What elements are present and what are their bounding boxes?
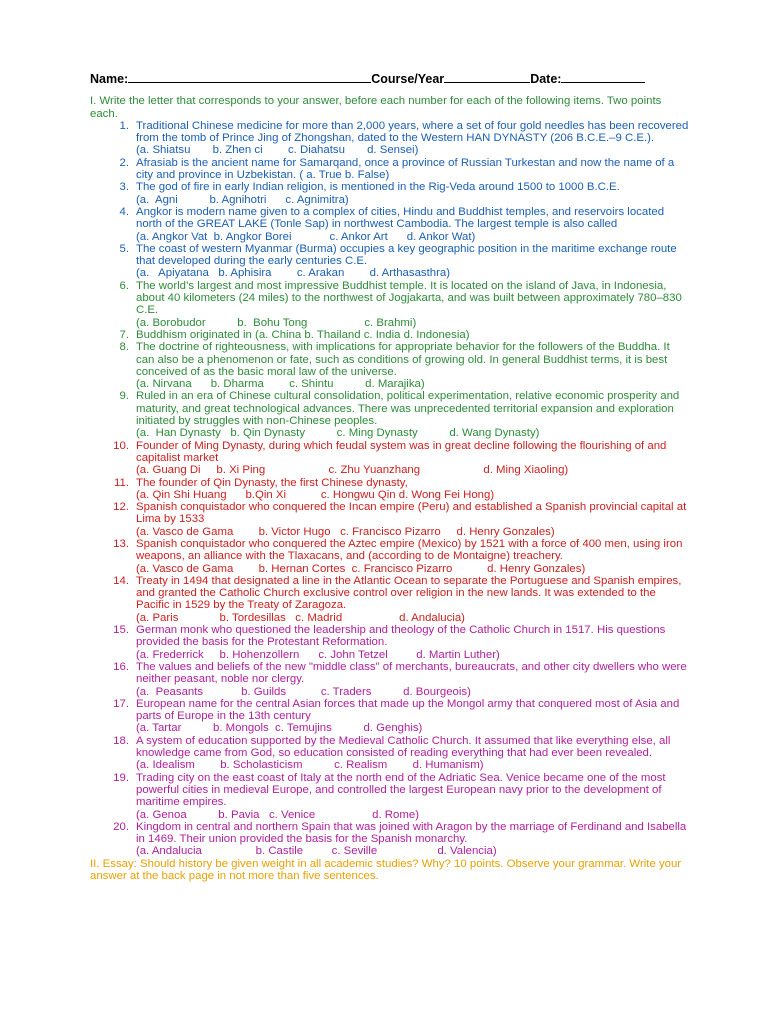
question-text: Kingdom in central and northern Spain that was joined with Aragon by the marriage of Ferdinand and Isabella in 1469. Their union provided the basis for the Spanish monarchy. bbox=[136, 820, 687, 846]
question-item bbox=[90, 329, 690, 341]
name-blank bbox=[128, 72, 371, 83]
question-number: 11. bbox=[114, 476, 129, 489]
question-item bbox=[90, 698, 690, 735]
question-item bbox=[90, 575, 690, 624]
question-number: 3. bbox=[119, 181, 129, 194]
essay-prompt: II. Essay: Should history be given weight in all academic studies? Why? 10 points. Observe your grammar. Write your answer at the back page in not more than five sentences. bbox=[90, 857, 682, 882]
question-text: European name for the central Asian forces that made up the Mongol army that conquered most of Asia and parts of Europe in the 13th century bbox=[136, 697, 680, 723]
question-number: 20. bbox=[113, 820, 129, 833]
answer-options: (a. Qin Shi Huang b.Qin Xi c. Hongwu Qin d. Wong Fei Hong) bbox=[136, 488, 495, 501]
answer-options: (a. Peasants b. Guilds c. Traders d. Bourgeois) bbox=[136, 685, 471, 698]
question-item bbox=[90, 390, 690, 439]
question-number: 8. bbox=[119, 341, 129, 354]
question-text: The founder of Qin Dynasty, the first Chinese dynasty, bbox=[136, 476, 408, 489]
question-text: Treaty in 1494 that designated a line in the Atlantic Ocean to separate the Portuguese and Spanish empires, and granted the Catholic Church exclusive control over religion in the new lands. It was extended to the Pacific in 1529 by the Treaty of Zaragoza. bbox=[136, 574, 682, 612]
question-number: 10. bbox=[113, 439, 129, 452]
question-item bbox=[90, 341, 690, 390]
question-item bbox=[90, 280, 690, 329]
question-number: 18. bbox=[113, 734, 129, 747]
question-number: 4. bbox=[119, 205, 129, 218]
header-line bbox=[90, 72, 690, 85]
question-number: 13. bbox=[113, 537, 129, 550]
answer-options: (a. Borobudor b. Bohu Tong c. Brahmi) bbox=[136, 316, 417, 329]
question-item bbox=[90, 206, 690, 243]
question-item bbox=[90, 181, 690, 206]
question-item bbox=[90, 157, 690, 182]
question-number: 2. bbox=[119, 156, 129, 169]
answer-options: (a. Shiatsu b. Zhen ci c. Diahatsu d. Sensei) bbox=[136, 144, 419, 157]
question-item bbox=[90, 501, 690, 538]
question-item bbox=[90, 120, 690, 157]
question-text: Ruled in an era of Chinese cultural consolidation, political experimentation, relative economic prosperity and maturity, and great technological advances. There was unprecedented territorial expansion and exploration initiated by struggles with non-Chinese peoples. bbox=[136, 390, 680, 428]
question-text: Angkor is modern name given to a complex of cities, Hindu and Buddhist temples, and reservoirs located north of the GREAT LAKE (Tonle Sap) in northwest Cambodia. The largest temple is also called bbox=[136, 205, 665, 231]
answer-options: (a. Tartar b. Mongols c. Temujins d. Genghis) bbox=[136, 722, 423, 735]
answer-options: (a. Frederrick b. Hohenzollern c. John Tetzel d. Martin Luther) bbox=[136, 648, 500, 661]
instructions: I. Write the letter that corresponds to your answer, before each number for each of the following items. Two points each. bbox=[90, 95, 662, 120]
answer-options: (a. Apiyatana b. Aphisira c. Arakan d. Arthasasthra) bbox=[136, 267, 451, 280]
question-number: 12. bbox=[113, 501, 129, 514]
question-text: The doctrine of righteousness, with implications for appropriate behavior for the followers of the Buddha. It can also be a phenomenon or fate, such as conditions of growing old. In general Buddhist terms, it is best conceived of as the basic moral law of the universe. bbox=[136, 341, 670, 378]
answer-options: (a. Agni b. Agnihotri c. Agnimitra) bbox=[136, 193, 349, 206]
question-item bbox=[90, 477, 690, 502]
answer-options: (a. Guang Di b. Xi Ping c. Zhu Yuanzhang d. Ming Xiaoling) bbox=[136, 464, 569, 477]
question-text: Buddhism originated in (a. China b. Thailand c. India d. Indonesia) bbox=[136, 328, 470, 341]
question-item bbox=[90, 661, 690, 698]
question-number: 17. bbox=[113, 697, 129, 710]
question-text: Trading city on the east coast of Italy at the north end of the Adriatic Sea. Venice became one of the most powerful cities in medieval Europe, and controlled the largest European navy prior to the development of maritime empires. bbox=[136, 771, 666, 809]
question-number: 1. bbox=[119, 119, 129, 132]
answer-options: (a. Genoa b. Pavia c. Venice d. Rome) bbox=[136, 808, 419, 821]
question-list bbox=[90, 120, 690, 858]
name-label: Name: bbox=[90, 72, 129, 86]
answer-options: (a. Han Dynasty b. Qin Dynasty c. Ming Dynasty d. Wang Dynasty) bbox=[136, 427, 540, 440]
date-label: Date: bbox=[530, 72, 562, 86]
question-number: 6. bbox=[119, 279, 129, 292]
question-text: Founder of Ming Dynasty, during which feudal system was in great decline following the flourishing of and capitalist market bbox=[136, 439, 667, 464]
answer-options: (a. Idealism b. Scholasticism c. Realism d. Humanism) bbox=[136, 759, 484, 772]
answer-options: (a. Vasco de Gama b. Hernan Cortes c. Francisco Pizarro d. Henry Gonzales) bbox=[136, 562, 586, 575]
question-item bbox=[90, 821, 690, 858]
course-label: Course/Year bbox=[371, 72, 445, 86]
question-item bbox=[90, 538, 690, 575]
question-text: A system of education supported by the Medieval Catholic Church. It assumed that like everything else, all knowledge came from God, so education consisted of reading everything that had ever been revealed. bbox=[136, 734, 671, 760]
question-text: The values and beliefs of the new "middle class" of merchants, bureaucrats, and other city dwellers who were neither peasant, noble nor clergy. bbox=[136, 660, 687, 686]
question-text: The world’s largest and most impressive Buddhist temple. It is located on the island of Java, in Indonesia, about 40 kilometers (24 miles) to the northwest of Jogjakarta, and was built between approximately 780–830 C.E. bbox=[136, 279, 682, 317]
question-item bbox=[90, 243, 690, 280]
question-text: Spanish conquistador who conquered the Aztec empire (Mexico) by 1521 with a force of 400 men, using iron weapons, an alliance with the Tlaxacans, and (according to de Montaigne) treachery. bbox=[136, 537, 683, 563]
answer-options: (a. Andalucia b. Castile c. Seville d. Valencia) bbox=[136, 845, 497, 858]
answer-options: (a. Paris b. Tordesillas c. Madrid d. Andalucia) bbox=[136, 611, 465, 624]
question-item bbox=[90, 735, 690, 772]
question-text: The coast of western Myanmar (Burma) occupies a key geographic position in the maritime exchange route that developed during the early centuries C.E. bbox=[136, 242, 677, 268]
question-number: 16. bbox=[113, 660, 129, 673]
question-text: Spanish conquistador who conquered the Incan empire (Peru) and established a Spanish provincial capital at Lima by 1533 bbox=[136, 501, 687, 526]
question-number: 7. bbox=[119, 328, 129, 341]
question-item bbox=[90, 624, 690, 661]
question-item bbox=[90, 772, 690, 821]
answer-options: (a. Angkor Vat b. Angkor Borei c. Ankor Art d. Ankor Wat) bbox=[136, 230, 476, 243]
question-number: 5. bbox=[119, 242, 129, 255]
question-text: German monk who questioned the leadership and theology of the Catholic Church in 1517. His questions provided the basis for the Protestant Reformation. bbox=[136, 624, 666, 649]
question-number: 15. bbox=[113, 624, 129, 637]
question-text: The god of fire in early Indian religion, is mentioned in the Rig-Veda around 1500 to 1000 B.C.E. bbox=[136, 181, 620, 194]
question-number: 9. bbox=[119, 390, 129, 403]
date-blank bbox=[561, 72, 645, 83]
answer-options: (a. Nirvana b. Dharma c. Shintu d. Marajika) bbox=[136, 378, 425, 391]
course-blank bbox=[444, 72, 530, 83]
answer-options: (a. Vasco de Gama b. Victor Hugo c. Francisco Pizarro d. Henry Gonzales) bbox=[136, 525, 555, 538]
question-number: 19. bbox=[113, 771, 129, 784]
question-number: 14. bbox=[113, 574, 129, 587]
question-text: Afrasiab is the ancient name for Samarqand, once a province of Russian Turkestan and now the name of a city and province in Uzbekistan. ( a. True b. False) bbox=[136, 156, 675, 182]
quiz-page bbox=[90, 72, 690, 882]
question-item bbox=[90, 440, 690, 477]
question-text: Traditional Chinese medicine for more than 2,000 years, where a set of four gold needles has been recovered from the tomb of Prince Jing of Zhongshan, dated to the Western HAN DYNASTY (206 B.C.E.–9 C.E.). bbox=[136, 119, 689, 145]
